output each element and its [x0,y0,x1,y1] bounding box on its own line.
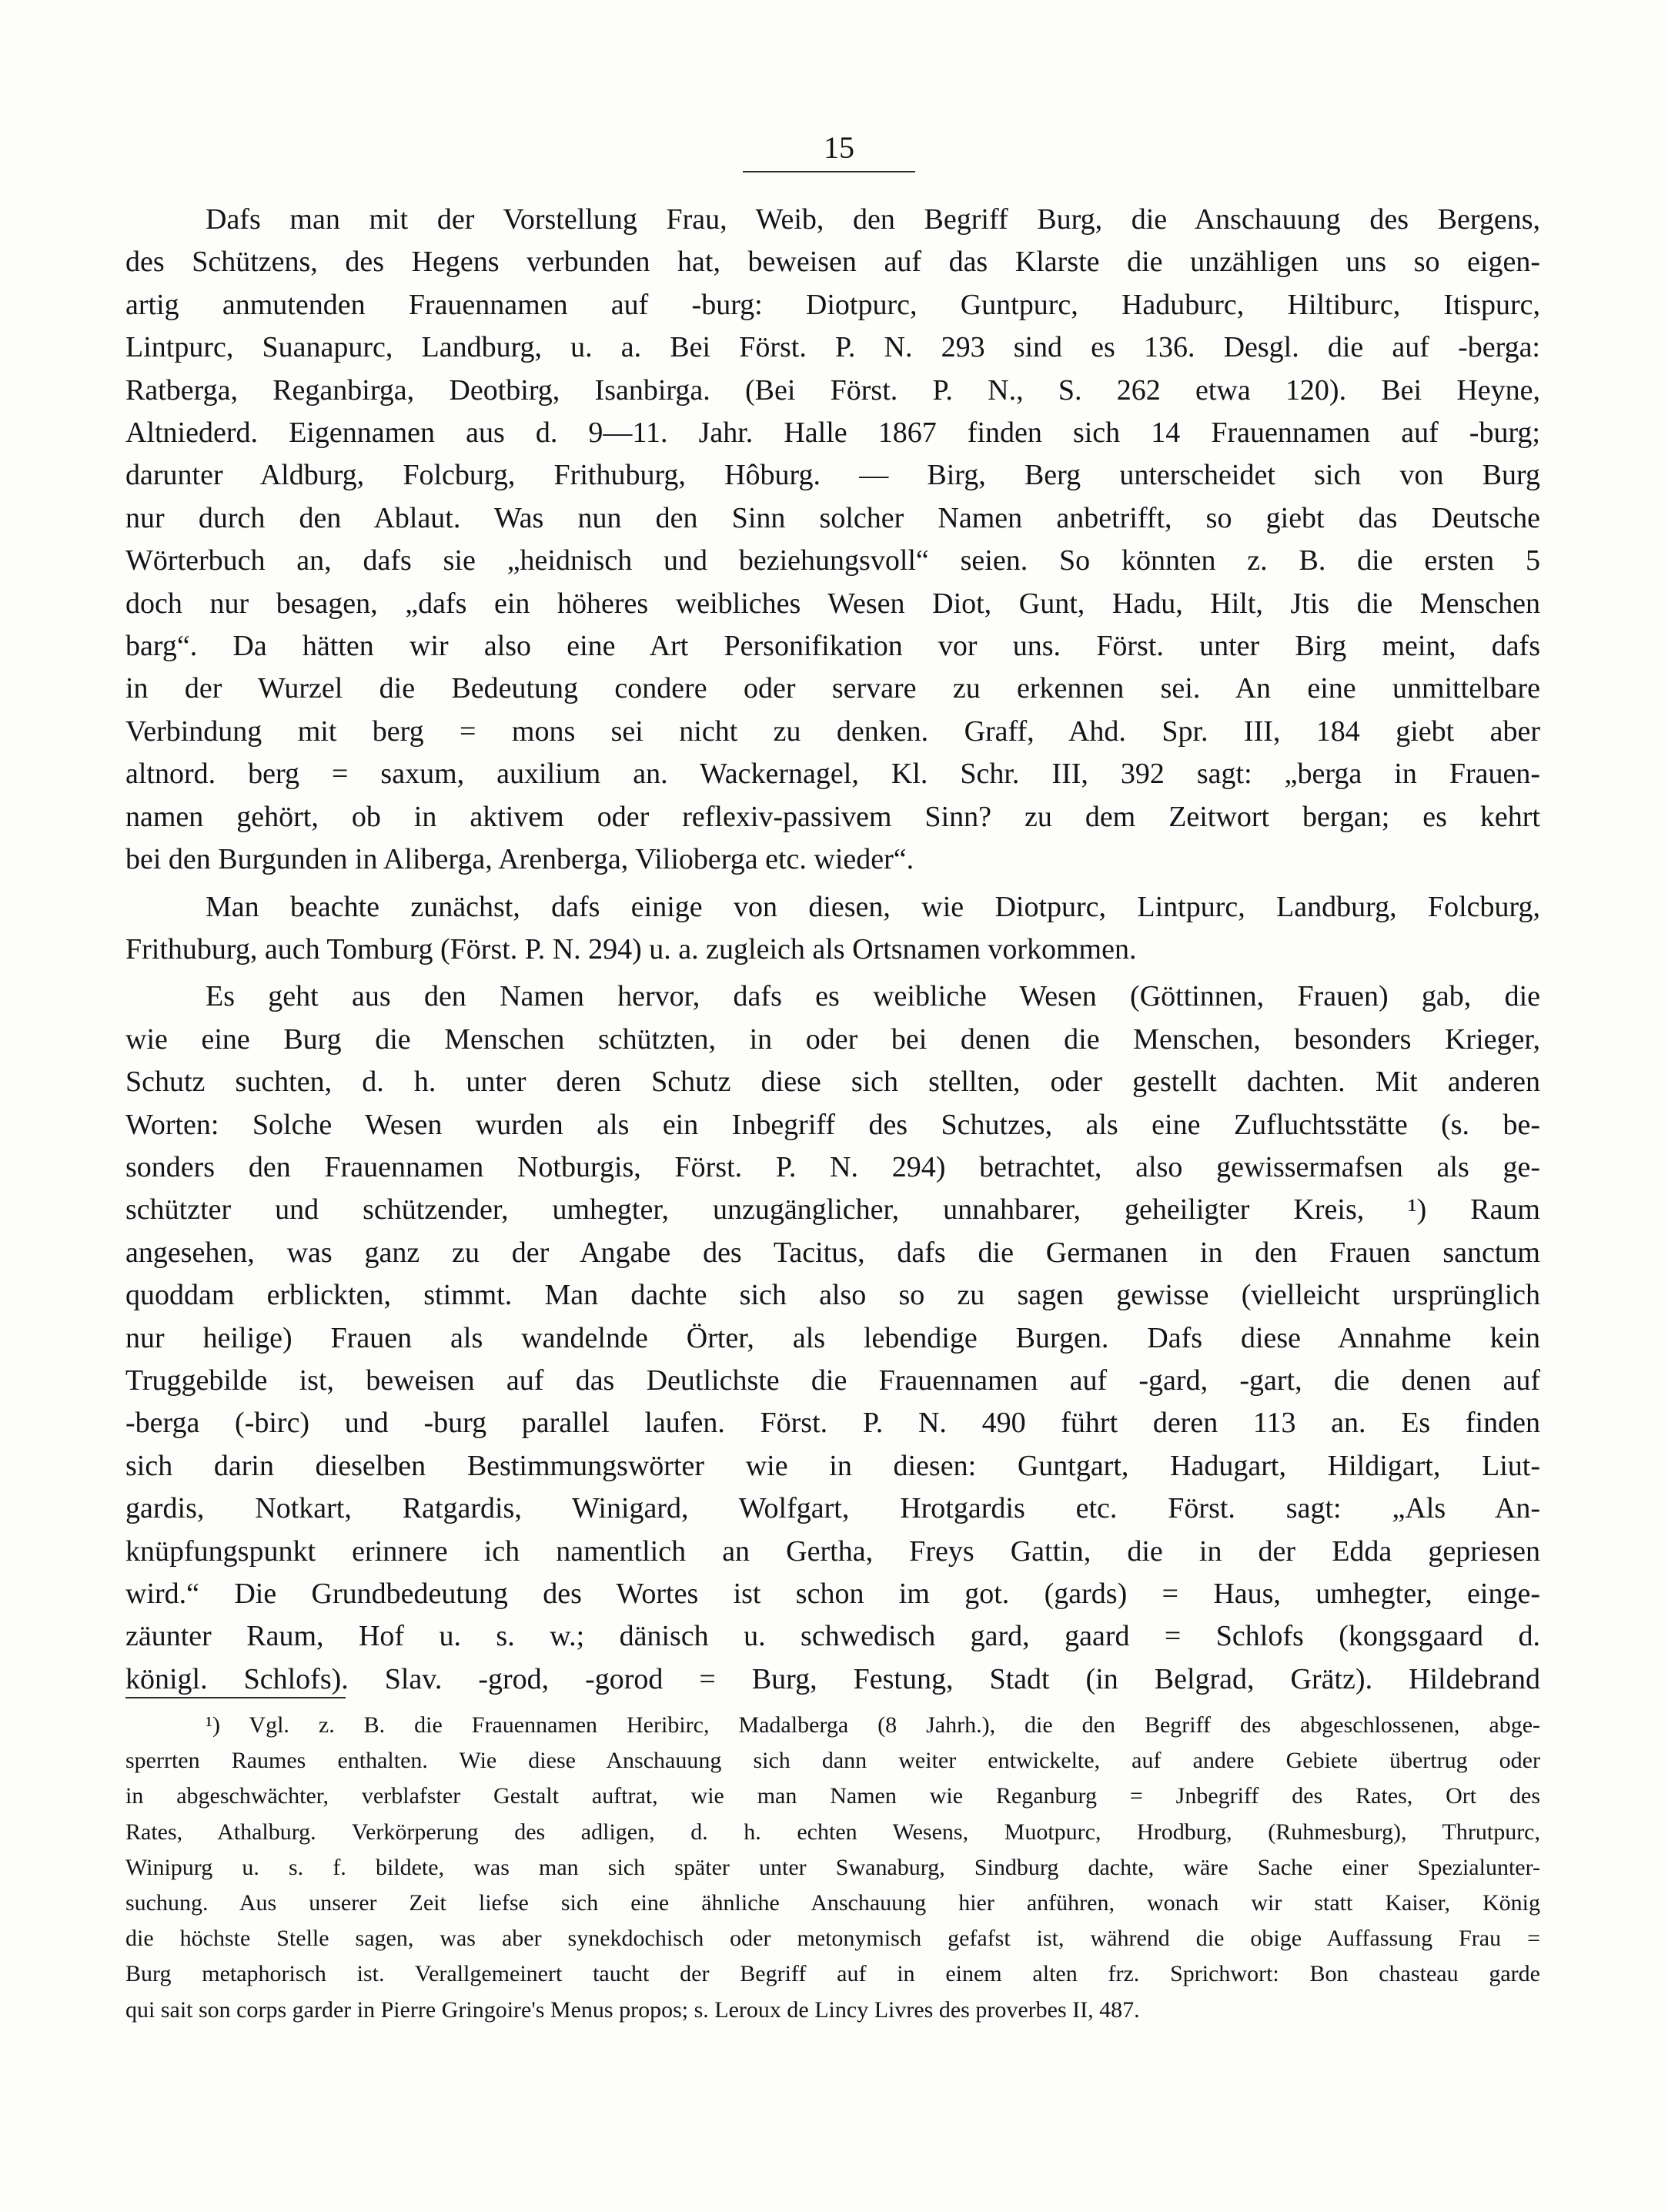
text-line: Wörterbuch an, dafs sie „heidnisch und beziehungsvoll“ seien. So könnten z. B. die ersten 5 [125,544,1540,577]
text-line: Verbindung mit berg = mons sei nicht zu denken. Graff, Ahd. Spr. III, 184 giebt aber [125,714,1540,748]
header-rule [743,171,915,172]
text-line: Lintpurc, Suanapurc, Landburg, u. a. Bei Först. P. N. 293 sind es 136. Desgl. die auf -berga: [125,331,1540,364]
footnote [125,1708,1540,2028]
text-line: Ratberga, Reganbirga, Deotbirg, Isanbirga. (Bei Först. P. N., S. 262 etwa 120). Bei Heyne, [125,373,1540,407]
text-line: Truggebilde ist, beweisen auf das Deutlichste die Frauennamen auf -gard, -gart, die denen auf [125,1364,1540,1397]
text-line: Es geht aus den Namen hervor, dafs es weibliche Wesen (Göttinnen, Frauen) gab, die [206,980,1540,1013]
text-line: wie eine Burg die Menschen schützten, in oder bei denen die Menschen, besonders Krieger, [125,1022,1540,1056]
text-line: darunter Aldburg, Folcburg, Frithuburg, Hôburg. — Birg, Berg unterscheidet sich von Burg [125,459,1540,492]
text-line: altnord. berg = saxum, auxilium an. Wackernagel, Kl. Schr. III, 392 sagt: „berga in Frauen- [125,758,1540,791]
text-line: nur durch den Ablaut. Was nun den Sinn solcher Namen anbetrifft, so giebt das Deutsche [125,501,1540,534]
text-line: angesehen, was ganz zu der Angabe des Tacitus, dafs die Germanen in den Frauen sanctum [125,1236,1540,1269]
text-line: Dafs man mit der Vorstellung Frau, Weib, den Begriff Burg, die Anschauung des Bergens, [206,203,1540,236]
text-line: quoddam erblickten, stimmt. Man dachte sich also so zu sagen gewisse (vielleicht ursprünglich [125,1279,1540,1312]
text-line: barg“. Da hätten wir also eine Art Personifikation vor uns. Först. unter Birg meint, dafs [125,630,1540,663]
text-line: artig anmutenden Frauennamen auf -burg: Diotpurc, Guntpurc, Haduburc, Hiltiburc, Itispurc, [125,288,1540,321]
text-line: zäunter Raum, Hof u. s. w.; dänisch u. schwedisch gard, gaard = Schlofs (kongsgaard d. [125,1620,1540,1653]
text-line: sich darin dieselben Bestimmungswörter wie in diesen: Guntgart, Hadugart, Hildigart, Liut- [125,1449,1540,1482]
footnote-line: qui sait son corps garder in Pierre Gringoire's Menus propos; s. Leroux de Lincy Livres des proverbes II, 487. [125,1996,1140,2023]
text-line: doch nur besagen, „dafs ein höheres weibliches Wesen Diot, Gunt, Hadu, Hilt, Jtis die Menschen [125,587,1540,620]
page-number: 15 [824,130,854,165]
text-line: nur heilige) Frauen als wandelnde Örter, als lebendige Burgen. Dafs diese Annahme kein [125,1321,1540,1354]
footnote-line: Burg metaphorisch ist. Verallgemeinert taucht der Begriff auf in einem alten frz. Sprichwort: Bon chasteau garde [125,1961,1540,1987]
text-line: -berga (-birc) und -burg parallel laufen. Först. P. N. 490 führt deren 113 an. Es finden [125,1407,1540,1440]
footnote-line: Rates, Athalburg. Verkörperung des adligen, d. h. echten Wesens, Muotpurc, Hrodburg, (Ruhmesburg), Thrutpurc, [125,1819,1540,1845]
paragraph-2 [125,886,1540,972]
text-line: des Schützens, des Hegens verbunden hat, beweisen auf das Klarste die unzähligen uns so eigen- [125,246,1540,279]
paragraph-3 [125,975,1540,1701]
text-line: gardis, Notkart, Ratgardis, Winigard, Wolfgart, Hrotgardis etc. Först. sagt: „Als An- [125,1492,1540,1525]
text-line: namen gehört, ob in aktivem oder reflexiv-passivem Sinn? zu dem Zeitwort bergan; es kehrt [125,800,1540,833]
footnote-line: in abgeschwächter, verblafster Gestalt auftrat, wie man Namen wie Reganburg = Jnbegriff des Rates, Ort des [125,1783,1540,1809]
text-line: schützter und schützender, umhegter, unzugänglicher, unnahbarer, geheiligter Kreis, ¹) Raum [125,1193,1540,1226]
main-text [125,199,1540,1701]
text-line: Schutz suchten, d. h. unter deren Schutz diese sich stellten, oder gestellt dachten. Mit anderen [125,1066,1540,1099]
text-line: königl. Schlofs). Slav. -grod, -gorod = Burg, Festung, Stadt (in Belgrad, Grätz). Hildebrand [125,1662,1540,1695]
paragraph-1 [125,199,1540,882]
text-line: Altniederd. Eigennamen aus d. 9—11. Jahr. Halle 1867 finden sich 14 Frauennamen auf -burg; [125,417,1540,450]
footnote-line: die höchste Stelle sagen, was aber synekdochisch oder metonymisch gefafst ist, während die obige Auffassung Frau = [125,1926,1540,1952]
text-line: bei den Burgunden in Aliberga, Arenberga, Vilioberga etc. wieder“. [125,843,914,876]
text-line: sonders den Frauennamen Notburgis, Först. P. N. 294) betrachtet, also gewissermafsen als ge- [125,1150,1540,1183]
footnote-line: ¹) Vgl. z. B. die Frauennamen Heribirc, Madalberga (8 Jahrh.), die den Begriff des abgeschlossenen, abge- [206,1712,1540,1738]
footnote-line: sperrten Raumes enthalten. Wie diese Anschauung sich dann weiter entwickelte, auf andere Gebiete übertrug oder [125,1748,1540,1774]
text-line: in der Wurzel die Bedeutung condere oder servare zu erkennen sei. An eine unmittelbare [125,672,1540,705]
text-line: wird.“ Die Grundbedeutung des Wortes ist schon im got. (gards) = Haus, umhegter, einge- [125,1578,1540,1610]
text-line: Worten: Solche Wesen wurden als ein Inbegriff des Schutzes, als eine Zufluchtsstätte (s. be- [125,1108,1540,1141]
text-line: Frithuburg, auch Tomburg (Först. P. N. 294) u. a. zugleich als Ortsnamen vorkommen. [125,932,1137,965]
text-line: knüpfungspunkt erinnere ich namentlich an Gertha, Freys Gattin, die in der Edda gepriesen [125,1534,1540,1568]
footnote-line: suchung. Aus unserer Zeit liefse sich eine ähnliche Anschauung hier anführen, wonach wir statt Kaiser, König [125,1890,1540,1916]
footnote-rule [125,1697,346,1698]
text-line: Man beachte zunächst, dafs einige von diesen, wie Diotpurc, Lintpurc, Landburg, Folcburg, [206,890,1540,923]
footnote-line: Winipurg u. s. f. bildete, was man sich später unter Swanaburg, Sindburg dachte, wäre Sache einer Spezialunter- [125,1854,1540,1880]
